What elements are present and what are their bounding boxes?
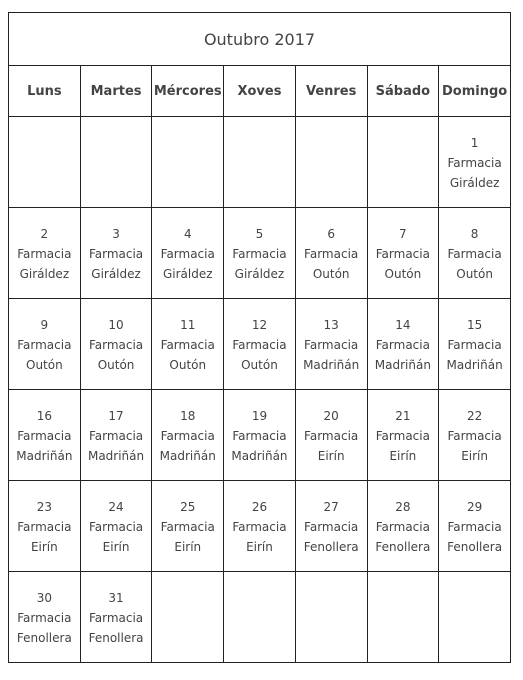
day-cell xyxy=(367,390,439,481)
day-cell-content xyxy=(9,572,80,648)
day-number: 2 xyxy=(40,227,49,241)
weekday-header: Xoves xyxy=(224,66,296,117)
pharmacy-name: Giráldez xyxy=(449,176,500,190)
pharmacy-name: Outón xyxy=(241,358,278,372)
calendar-body xyxy=(9,117,511,663)
pharmacy-label: Farmacia xyxy=(232,247,287,261)
pharmacy-name: Fenollera xyxy=(88,631,144,645)
day-number: 21 xyxy=(395,409,411,423)
day-cell-content xyxy=(9,208,80,284)
empty-day-cell xyxy=(80,117,152,208)
pharmacy-name: Madriñán xyxy=(374,358,431,372)
pharmacy-label: Farmacia xyxy=(304,429,359,443)
empty-day-cell xyxy=(295,117,367,208)
pharmacy-name: Eirín xyxy=(461,449,488,463)
day-cell xyxy=(367,299,439,390)
day-cell-content xyxy=(224,208,295,284)
pharmacy-name: Outón xyxy=(169,358,207,372)
day-number: 9 xyxy=(40,318,49,332)
day-cell xyxy=(439,390,511,481)
pharmacy-label: Farmacia xyxy=(17,429,72,443)
week-row xyxy=(9,390,511,481)
weekday-header: Martes xyxy=(80,66,152,117)
week-row xyxy=(9,572,511,663)
day-cell xyxy=(295,299,367,390)
day-cell-content xyxy=(368,117,439,133)
calendar-title: Outubro 2017 xyxy=(9,13,511,66)
day-cell-content xyxy=(224,572,295,588)
pharmacy-name: Eirín xyxy=(102,540,130,554)
day-number: 12 xyxy=(251,318,268,332)
day-cell xyxy=(295,481,367,572)
day-cell-content xyxy=(368,481,439,557)
pharmacy-name: Madriñán xyxy=(87,449,145,463)
pharmacy-label: Farmacia xyxy=(232,429,287,443)
pharmacy-name: Outón xyxy=(26,358,63,372)
day-cell-content xyxy=(439,117,510,193)
pharmacy-label: Farmacia xyxy=(160,247,215,261)
day-cell-content xyxy=(152,390,223,466)
day-cell-content xyxy=(296,299,367,375)
pharmacy-label: Farmacia xyxy=(447,429,502,443)
day-cell-content xyxy=(9,390,80,466)
day-cell xyxy=(367,208,439,299)
day-cell xyxy=(80,390,152,481)
pharmacy-name: Madriñán xyxy=(16,449,73,463)
day-cell xyxy=(367,481,439,572)
day-cell xyxy=(152,390,224,481)
day-number: 18 xyxy=(180,409,196,423)
day-number: 3 xyxy=(112,227,120,241)
weekday-header: Mércores xyxy=(152,66,224,117)
day-cell xyxy=(152,299,224,390)
day-cell-content xyxy=(81,299,152,375)
pharmacy-name: Fenollera xyxy=(303,540,359,554)
day-cell-content xyxy=(81,208,152,284)
pharmacy-name: Giráldez xyxy=(162,267,213,281)
day-cell-content xyxy=(81,390,152,466)
day-cell xyxy=(9,299,81,390)
day-cell-content xyxy=(224,390,295,466)
pharmacy-label: Farmacia xyxy=(88,429,144,443)
day-cell-content xyxy=(439,299,510,375)
day-number: 6 xyxy=(327,227,335,241)
pharmacy-label: Farmacia xyxy=(160,429,215,443)
pharmacy-label: Farmacia xyxy=(17,247,72,261)
pharmacy-name: Giráldez xyxy=(234,267,285,281)
pharmacy-name: Outón xyxy=(312,267,350,281)
day-cell-content xyxy=(296,208,367,284)
pharmacy-label: Farmacia xyxy=(232,520,287,534)
weekday-header: Domingo xyxy=(439,66,511,117)
pharmacy-name: Giráldez xyxy=(19,267,70,281)
day-number: 28 xyxy=(395,500,411,514)
day-cell-content xyxy=(296,481,367,557)
empty-day-cell xyxy=(439,572,511,663)
weekday-header-row xyxy=(9,66,511,117)
pharmacy-label: Farmacia xyxy=(88,338,144,352)
pharmacy-name: Fenollera xyxy=(16,631,72,645)
week-row xyxy=(9,117,511,208)
day-number: 4 xyxy=(183,227,192,241)
pharmacy-name: Eirín xyxy=(30,540,58,554)
day-cell-content xyxy=(224,117,295,133)
pharmacy-label: Farmacia xyxy=(375,338,430,352)
pharmacy-label: Farmacia xyxy=(304,338,359,352)
day-cell xyxy=(295,390,367,481)
day-cell-content xyxy=(224,299,295,375)
calendar-table xyxy=(8,12,511,663)
pharmacy-label: Farmacia xyxy=(447,520,502,534)
day-number: 17 xyxy=(108,409,124,423)
day-number: 1 xyxy=(470,136,479,150)
day-number: 23 xyxy=(36,500,52,514)
day-number: 24 xyxy=(108,500,124,514)
pharmacy-label: Farmacia xyxy=(17,520,72,534)
day-cell xyxy=(439,299,511,390)
day-number: 5 xyxy=(255,227,264,241)
day-cell-content xyxy=(439,208,510,284)
day-number: 31 xyxy=(108,591,124,605)
day-cell-content xyxy=(9,299,80,375)
day-cell-content xyxy=(81,481,152,557)
empty-day-cell xyxy=(295,572,367,663)
day-number: 13 xyxy=(323,318,339,332)
pharmacy-label: Farmacia xyxy=(160,338,215,352)
day-cell xyxy=(80,299,152,390)
pharmacy-label: Farmacia xyxy=(17,338,72,352)
day-cell-content xyxy=(368,208,439,284)
pharmacy-name: Madriñán xyxy=(446,358,503,372)
empty-day-cell xyxy=(367,572,439,663)
day-cell-content xyxy=(296,572,367,588)
day-cell-content xyxy=(224,481,295,557)
day-cell xyxy=(224,208,296,299)
day-number: 11 xyxy=(180,318,196,332)
day-cell-content xyxy=(439,572,510,588)
day-number: 19 xyxy=(251,409,268,423)
day-cell-content xyxy=(439,481,510,557)
pharmacy-label: Farmacia xyxy=(375,520,430,534)
day-cell-content xyxy=(296,390,367,466)
pharmacy-name: Madriñán xyxy=(303,358,360,372)
pharmacy-label: Farmacia xyxy=(88,611,144,625)
day-cell xyxy=(80,572,152,663)
pharmacy-name: Outón xyxy=(384,267,422,281)
day-cell-content xyxy=(152,299,223,375)
day-cell-content xyxy=(9,117,80,133)
day-cell xyxy=(9,481,81,572)
pharmacy-label: Farmacia xyxy=(88,247,144,261)
day-number: 7 xyxy=(399,227,407,241)
day-cell xyxy=(295,208,367,299)
day-cell xyxy=(80,481,152,572)
day-number: 27 xyxy=(323,500,339,514)
calendar-title-row xyxy=(9,13,511,66)
day-cell-content xyxy=(368,572,439,588)
pharmacy-name: Fenollera xyxy=(375,540,431,554)
empty-day-cell xyxy=(367,117,439,208)
day-cell-content xyxy=(152,572,223,588)
day-cell xyxy=(439,117,511,208)
pharmacy-label: Farmacia xyxy=(160,520,215,534)
pharmacy-label: Farmacia xyxy=(447,247,502,261)
week-row xyxy=(9,208,511,299)
pharmacy-name: Eirín xyxy=(246,540,273,554)
pharmacy-label: Farmacia xyxy=(447,338,502,352)
week-row xyxy=(9,481,511,572)
day-cell xyxy=(224,299,296,390)
pharmacy-name: Giráldez xyxy=(91,267,141,281)
pharmacy-label: Farmacia xyxy=(88,520,144,534)
day-cell xyxy=(224,390,296,481)
day-cell-content xyxy=(368,299,439,375)
day-number: 20 xyxy=(323,409,339,423)
pharmacy-label: Farmacia xyxy=(375,247,430,261)
pharmacy-name: Madriñán xyxy=(159,449,216,463)
pharmacy-name: Outón xyxy=(456,267,493,281)
day-cell xyxy=(9,390,81,481)
day-cell-content xyxy=(152,208,223,284)
day-cell-content xyxy=(368,390,439,466)
pharmacy-name: Eirín xyxy=(174,540,202,554)
day-cell xyxy=(152,481,224,572)
pharmacy-label: Farmacia xyxy=(232,338,287,352)
empty-day-cell xyxy=(9,117,81,208)
pharmacy-name: Madriñán xyxy=(231,449,288,463)
weekday-header: Sábado xyxy=(367,66,439,117)
day-cell-content xyxy=(81,117,152,133)
day-number: 10 xyxy=(108,318,124,332)
day-number: 15 xyxy=(466,318,483,332)
day-cell xyxy=(439,208,511,299)
day-number: 29 xyxy=(466,500,483,514)
weekday-header: Luns xyxy=(9,66,81,117)
pharmacy-label: Farmacia xyxy=(304,247,359,261)
pharmacy-label: Farmacia xyxy=(447,156,502,170)
day-number: 25 xyxy=(180,500,196,514)
day-cell-content xyxy=(152,481,223,557)
pharmacy-label: Farmacia xyxy=(304,520,359,534)
day-cell-content xyxy=(9,481,80,557)
pharmacy-name: Outón xyxy=(97,358,135,372)
pharmacy-label: Farmacia xyxy=(17,611,72,625)
day-cell-content xyxy=(81,572,152,648)
day-number: 26 xyxy=(251,500,268,514)
empty-day-cell xyxy=(152,117,224,208)
pharmacy-label: Farmacia xyxy=(375,429,430,443)
day-cell-content xyxy=(439,390,510,466)
empty-day-cell xyxy=(152,572,224,663)
weekday-header: Venres xyxy=(295,66,367,117)
day-cell-content xyxy=(152,117,223,133)
pharmacy-name: Fenollera xyxy=(447,540,503,554)
day-cell xyxy=(80,208,152,299)
day-cell xyxy=(152,208,224,299)
day-number: 16 xyxy=(36,409,52,423)
empty-day-cell xyxy=(224,572,296,663)
day-number: 30 xyxy=(36,591,52,605)
week-row xyxy=(9,299,511,390)
day-number: 22 xyxy=(466,409,483,423)
pharmacy-name: Eirín xyxy=(389,449,417,463)
empty-day-cell xyxy=(224,117,296,208)
day-cell xyxy=(9,208,81,299)
pharmacy-name: Eirín xyxy=(317,449,345,463)
day-cell xyxy=(9,572,81,663)
day-number: 14 xyxy=(395,318,411,332)
day-number: 8 xyxy=(470,227,479,241)
day-cell xyxy=(439,481,511,572)
day-cell-content xyxy=(296,117,367,133)
day-cell xyxy=(224,481,296,572)
